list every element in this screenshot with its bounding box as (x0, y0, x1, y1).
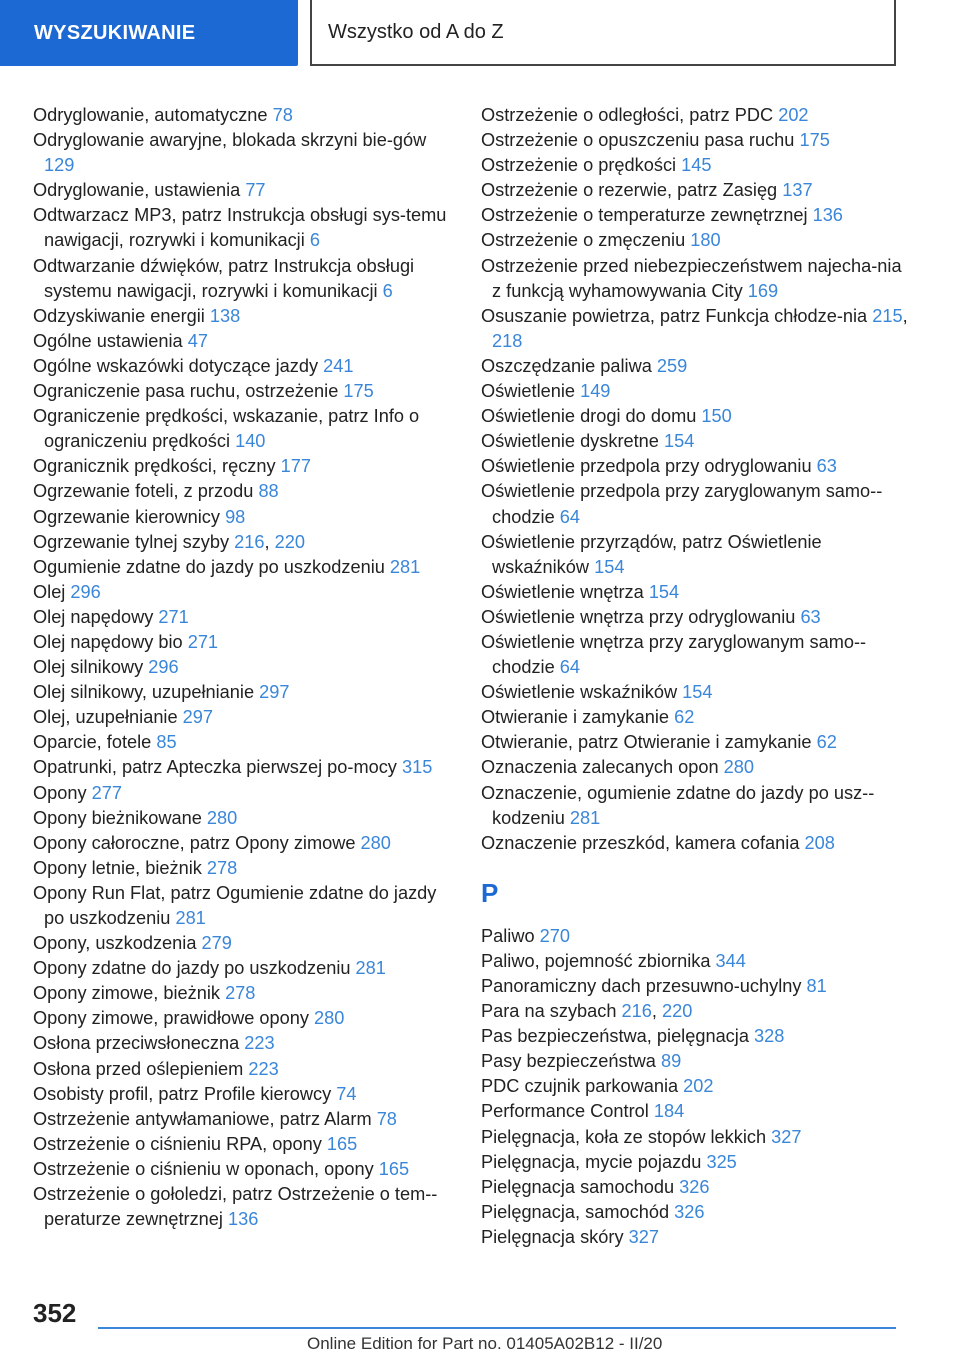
index-entry-label: Odzyskiwanie energii (33, 305, 210, 326)
page-reference-link[interactable]: 328 (753, 1026, 785, 1047)
index-entry-label: Opony zdatne do jazdy po uszkodzeniu (33, 958, 356, 979)
index-entry (33, 479, 453, 504)
index-column-left (33, 103, 453, 1232)
page-reference-link[interactable]: 280 (360, 832, 391, 853)
page-reference-link[interactable]: 64 (559, 506, 580, 527)
index-entry: Para na szybach 216, 220 (481, 1001, 693, 1022)
page-reference-link[interactable]: 327 (628, 1226, 659, 1247)
index-entry (33, 1132, 453, 1157)
page-reference-link[interactable]: 216 (621, 1001, 652, 1022)
index-entry (481, 605, 911, 630)
index-entry (481, 831, 911, 856)
index-entry (33, 806, 453, 831)
index-entry-label: Pielęgnacja samochodu (481, 1176, 680, 1197)
index-entry (33, 781, 453, 806)
index-entry (33, 103, 453, 128)
index-entry (481, 1125, 911, 1150)
index-entry-label: Oświetlenie dyskretne (481, 431, 664, 452)
page-reference-link[interactable]: 202 (683, 1076, 714, 1097)
index-column-right (481, 103, 911, 1250)
index-entry-label: Osuszanie powietrza, patrz Funkcja chłodze-nia (481, 305, 873, 326)
index-entry (481, 949, 911, 974)
index-entry-label: Pielęgnacja, samochód (481, 1201, 675, 1222)
page-reference-link[interactable]: 6 (382, 280, 393, 301)
index-entry-label: Paliwo (481, 925, 540, 946)
index-entry-label: Oświetlenie wnętrza przy zaryglowanym samo-chodzie (481, 631, 867, 678)
page-reference-link[interactable]: 216 (234, 531, 265, 552)
index-entry (33, 1031, 453, 1056)
page-reference-link[interactable]: 220 (662, 1001, 693, 1022)
section-title-tab[interactable]: Wszystko od A do Z (310, 0, 896, 66)
page-reference-link[interactable]: 89 (660, 1051, 682, 1072)
index-entry-label: Ostrzeżenie o prędkości (481, 155, 682, 176)
page-reference-link[interactable]: 6 (309, 230, 320, 251)
page-reference-link[interactable]: 140 (235, 431, 266, 452)
page-reference-link[interactable]: 218 (492, 330, 523, 351)
index-entry-label: Opony całoroczne, patrz Opony zimowe (33, 832, 361, 853)
index-entry-label: Opony letnie, bieżnik (33, 857, 207, 878)
index-entry (33, 203, 453, 253)
page-reference-link[interactable]: 154 (648, 581, 680, 602)
page-reference-link[interactable]: 208 (804, 832, 835, 853)
index-entry (33, 655, 453, 680)
page-reference-link[interactable]: 165 (378, 1158, 410, 1179)
index-entry (33, 1182, 453, 1232)
index-entry-label: Ogrzewanie tylnej szyby (33, 531, 235, 552)
index-entry-label: Ogólne ustawienia (33, 330, 188, 351)
page-reference-link[interactable]: 279 (201, 933, 232, 954)
index-entry-label: Odryglowanie awaryjne, blokada skrzyni bie-gów (33, 130, 427, 151)
index-entry (33, 128, 453, 178)
index-entry-label: Olej napędowy bio (33, 631, 188, 652)
index-entry (481, 705, 911, 730)
index-entry-label: Ogrzewanie foteli, z przodu (33, 481, 259, 502)
page-reference-link[interactable]: 78 (272, 105, 293, 125)
page-reference-link[interactable]: 281 (175, 908, 206, 928)
index-entry-label: Ogumienie zdatne do jazdy po uszkodzeniu (33, 556, 390, 577)
page-reference-link[interactable]: 297 (259, 682, 290, 703)
page-reference-link[interactable]: 281 (389, 556, 421, 577)
index-entry-label: Oświetlenie drogi do domu (481, 406, 702, 427)
header (0, 0, 960, 66)
index-entry-label: Pas bezpieczeństwa, pielęgnacja (481, 1026, 754, 1047)
page-reference-link[interactable]: 184 (653, 1101, 685, 1122)
index-entry (481, 1200, 911, 1225)
page-reference-link[interactable]: 278 (206, 857, 238, 878)
index-entry-label: Paliwo, pojemność zbiornika (481, 950, 716, 971)
page-reference-link[interactable]: 175 (799, 130, 830, 151)
index-entry (481, 580, 911, 605)
page-reference-link[interactable]: 215 (872, 305, 903, 326)
page-reference-link[interactable]: 63 (800, 606, 821, 627)
index-entry (481, 530, 911, 580)
index-entry (481, 1099, 911, 1124)
index-entry-label: Ogranicznik prędkości, ręczny (33, 456, 281, 477)
index-entry-label: Oświetlenie (481, 381, 581, 402)
index-entry (481, 1049, 911, 1074)
page-reference-link[interactable]: 280 (314, 1008, 345, 1029)
page-reference-link[interactable]: 175 (343, 381, 374, 402)
index-entry (33, 178, 453, 203)
page-reference-link[interactable]: 326 (679, 1176, 710, 1197)
page-reference-link[interactable]: 74 (336, 1083, 357, 1104)
page-reference-link[interactable]: 327 (771, 1126, 802, 1147)
page-reference-link[interactable]: 137 (782, 180, 813, 201)
page-reference-link[interactable]: 223 (244, 1033, 275, 1054)
index-entry (481, 630, 911, 680)
index-entry-label: Olej, uzupełnianie (33, 707, 183, 728)
index-entry (481, 178, 911, 203)
index-entry-label: Opony, uszkodzenia (33, 933, 202, 954)
index-entry: Ogrzewanie tylnej szyby 216, 220 (33, 531, 305, 552)
page-reference-link[interactable]: 326 (674, 1201, 705, 1222)
page-reference-link[interactable]: 150 (701, 406, 732, 427)
page-reference-link[interactable]: 63 (816, 456, 837, 477)
index-entry (481, 755, 911, 780)
index-entry (33, 404, 453, 454)
index-entry-label: Oświetlenie wnętrza (481, 581, 649, 602)
index-entry-label: Oznaczenia zalecanych opon (481, 757, 724, 778)
page-reference-link[interactable]: 78 (376, 1108, 397, 1129)
index-entry-label: Ograniczenie pasa ruchu, ostrzeżenie (33, 381, 344, 402)
index-entry (481, 781, 911, 831)
index-entry-label: Oszczędzanie paliwa (481, 355, 657, 376)
index-entry (33, 1082, 453, 1107)
page-reference-link[interactable]: 278 (225, 983, 256, 1004)
index-entry (481, 103, 911, 128)
index-entry-label: Olej silnikowy (33, 657, 149, 678)
index-entry (481, 454, 911, 479)
index-entry-label: Ostrzeżenie o opuszczeniu pasa ruchu (481, 130, 800, 151)
index-entry (481, 429, 911, 454)
page-reference-link[interactable]: 281 (355, 958, 386, 979)
index-entry-label: Ostrzeżenie przed niebezpieczeństwem najecha-nia z funkcją wyhamowywania City (481, 255, 902, 301)
index-entry (33, 605, 453, 630)
index-entry (33, 730, 453, 755)
index-entry (481, 153, 911, 178)
index-entry (33, 856, 453, 881)
page-reference-link[interactable]: 271 (187, 631, 219, 652)
index-entry (481, 1150, 911, 1175)
index-entry (33, 881, 453, 931)
page-reference-link[interactable]: 62 (674, 707, 695, 728)
page-reference-link[interactable]: 169 (747, 280, 779, 301)
index-entry (33, 254, 453, 304)
index-entry-label: Ogólne wskazówki dotyczące jazdy (33, 355, 324, 376)
index-entry-label: Olej napędowy (33, 606, 159, 627)
index-entry: Osuszanie powietrza, patrz Funkcja chłodze-nia 215, 218 (481, 305, 908, 351)
index-entry-label: Oparcie, fotele (33, 732, 157, 753)
index-entry (33, 680, 453, 705)
index-entry (33, 1107, 453, 1132)
page-reference-link[interactable]: 64 (559, 657, 580, 678)
index-entry-label: Opony bieżnikowane (33, 807, 207, 828)
index-entry (33, 505, 453, 530)
footer-divider (98, 1327, 896, 1329)
index-entry (481, 354, 911, 379)
page-reference-link[interactable]: 220 (274, 531, 305, 552)
page-reference-link[interactable]: 85 (156, 732, 177, 753)
page-reference-link[interactable]: 241 (323, 355, 354, 376)
index-entry (33, 354, 453, 379)
index-entry-label: Opony zimowe, bieżnik (33, 983, 226, 1004)
index-entry (481, 404, 911, 429)
index-entry-label: Ostrzeżenie antywłamaniowe, patrz Alarm (33, 1108, 377, 1129)
index-entry-label: Opatrunki, patrz Apteczka pierwszej po-mocy (33, 757, 402, 778)
index-entry-label: Pielęgnacja skóry (481, 1226, 629, 1247)
index-entry-label: Odtwarzacz MP3, patrz Instrukcja obsługi sys-temu nawigacji, rozrywki i komunikacji (33, 205, 447, 251)
index-entry (481, 974, 911, 999)
index-entry (33, 630, 453, 655)
page-reference-link[interactable]: 180 (690, 230, 721, 251)
page-reference-link[interactable]: 177 (280, 456, 312, 477)
index-entry (33, 1006, 453, 1031)
index-entry-label: Oświetlenie przyrządów, patrz Oświetlenie wskaźników (481, 531, 822, 577)
page-reference-link[interactable]: 259 (656, 355, 688, 376)
index-entry (481, 254, 911, 304)
index-entry (481, 128, 911, 153)
index-entry (33, 956, 453, 981)
index-entry-label: Ostrzeżenie o rezerwie, patrz Zasięg (481, 180, 783, 201)
page-reference-link[interactable]: 202 (778, 105, 809, 125)
index-entry (481, 479, 911, 529)
index-entry (481, 680, 911, 705)
page-reference-link[interactable]: 154 (663, 431, 695, 452)
index-entry (481, 1225, 911, 1250)
index-entry (33, 931, 453, 956)
index-entry (33, 329, 453, 354)
index-entry (33, 555, 453, 580)
page-reference-link[interactable]: 98 (225, 506, 246, 527)
index-entry-label: Osobisty profil, patrz Profile kierowcy (33, 1083, 337, 1104)
index-entry (481, 379, 911, 404)
index-entry-label: Oświetlenie przedpola przy odryglowaniu (481, 456, 817, 477)
page-reference-link[interactable]: 280 (723, 757, 755, 778)
index-entry (481, 1074, 911, 1099)
page-reference-link[interactable]: 136 (812, 205, 843, 226)
page-reference-link[interactable]: 154 (594, 556, 625, 577)
index-entry (33, 379, 453, 404)
index-entry-label: Ograniczenie prędkości, wskazanie, patrz Info o ograniczeniu prędkości (33, 406, 420, 452)
index-entry-label: Otwieranie, patrz Otwieranie i zamykanie (481, 732, 817, 753)
index-entry (481, 1024, 911, 1049)
index-entry-label: Olej (33, 581, 71, 602)
index-entry-label: Ostrzeżenie o gołoledzi, patrz Ostrzeżenie o tem-peraturze zewnętrznej (33, 1184, 438, 1230)
page-reference-link[interactable]: 297 (182, 707, 213, 728)
search-tab[interactable]: WYSZUKIWANIE (0, 0, 298, 66)
index-entry (33, 304, 453, 329)
page-reference-link[interactable]: 129 (44, 155, 75, 176)
index-entry-label: Osłona przed oślepieniem (33, 1058, 249, 1079)
page-reference-link[interactable]: 271 (158, 606, 189, 627)
index-entry (33, 580, 453, 605)
index-entry-label: Odryglowanie, automatyczne (33, 105, 273, 125)
index-entry-label: Olej silnikowy, uzupełnianie (33, 682, 260, 703)
page-number: 352 (33, 1298, 77, 1328)
index-entry-label: Pielęgnacja, mycie pojazdu (481, 1151, 707, 1172)
index-entry-label: PDC czujnik parkowania (481, 1076, 684, 1097)
index-entry-label: Ostrzeżenie o ciśnieniu RPA, opony (33, 1133, 327, 1154)
page-reference-link[interactable]: 281 (569, 807, 601, 828)
page-reference-link[interactable]: 223 (248, 1058, 279, 1079)
index-entry (33, 831, 453, 856)
page-reference-link[interactable]: 325 (706, 1151, 737, 1172)
index-entry-label: Ostrzeżenie o temperaturze zewnętrznej (481, 205, 813, 226)
page-reference-link[interactable]: 62 (816, 732, 837, 753)
index-entry-label: Opony Run Flat, patrz Ogumienie zdatne do jazdy po uszkodzeniu (33, 882, 437, 928)
page-reference-link[interactable]: 315 (401, 757, 433, 778)
page-reference-link[interactable]: 344 (715, 950, 746, 971)
index-entry (33, 755, 453, 780)
index-entry-label: Pielęgnacja, koła ze stopów lekkich (481, 1126, 772, 1147)
page-reference-link[interactable]: 138 (209, 305, 241, 326)
index-entry-label: Pasy bezpieczeństwa (481, 1051, 661, 1072)
index-entry-label: Oświetlenie wnętrza przy odryglowaniu (481, 606, 801, 627)
page-reference-link[interactable]: 277 (91, 782, 122, 803)
index-entry (33, 981, 453, 1006)
section-letter: P (481, 877, 499, 908)
index-entry-label: Para na szybach (481, 1001, 622, 1022)
index-entry-label: Otwieranie i zamykanie (481, 707, 675, 728)
page-reference-link[interactable]: 296 (148, 657, 179, 678)
index-entry (33, 1157, 453, 1182)
page-reference-link[interactable]: 154 (682, 682, 713, 703)
index-entry (481, 228, 911, 253)
index-entry (33, 705, 453, 730)
index-entry-label: Ogrzewanie kierownicy (33, 506, 226, 527)
index-entry-label: Ostrzeżenie o odległości, patrz PDC (481, 105, 779, 125)
page-reference-link[interactable]: 145 (681, 155, 712, 176)
index-entry-label: Oświetlenie wskaźników (481, 682, 683, 703)
index-entry-label: Opony (33, 782, 92, 803)
page-reference-link[interactable]: 296 (70, 581, 101, 602)
page-reference-link[interactable]: 165 (326, 1133, 358, 1154)
index-entry-label: Performance Control (481, 1101, 654, 1122)
index-entry-label: Odtwarzanie dźwięków, patrz Instrukcja obsługi systemu nawigacji, rozrywki i komunikacji (33, 255, 415, 301)
index-entry (33, 454, 453, 479)
index-entry-label: Panoramiczny dach przesuwno-uchylny (481, 976, 807, 996)
page-reference-link[interactable]: 77 (245, 180, 266, 201)
page-reference-link[interactable]: 270 (539, 925, 570, 946)
index-entry-label: Oświetlenie przedpola przy zaryglowanym samo-chodzie (481, 481, 883, 527)
index-entry-label: Ostrzeżenie o zmęczeniu (481, 230, 691, 251)
index-entry (481, 730, 911, 755)
footer-edition-text: Online Edition for Part no. 01405A02B12 - II/20 (307, 1334, 663, 1353)
index-entry (481, 203, 911, 228)
index-entry-label: Oznaczenie przeszkód, kamera cofania (481, 832, 805, 853)
index-entry (481, 924, 911, 949)
index-entry-label: Ostrzeżenie o ciśnieniu w oponach, opony (33, 1158, 379, 1179)
index-entry-label: Odryglowanie, ustawienia (33, 180, 246, 201)
page-reference-link[interactable]: 136 (228, 1209, 259, 1230)
page-reference-link[interactable]: 88 (258, 481, 279, 502)
index-entry (481, 1175, 911, 1200)
page-reference-link[interactable]: 47 (187, 330, 208, 351)
index-entry-label: Osłona przeciwsłoneczna (33, 1033, 245, 1054)
index-entry (33, 1057, 453, 1082)
page-reference-link[interactable]: 81 (806, 976, 827, 996)
index-entry-label: Oznaczenie, ogumienie zdatne do jazdy po usz-kodzeniu (481, 782, 875, 828)
index-entry-label: Opony zimowe, prawidłowe opony (33, 1008, 315, 1029)
page-reference-link[interactable]: 280 (206, 807, 238, 828)
page-reference-link[interactable]: 149 (580, 381, 611, 402)
